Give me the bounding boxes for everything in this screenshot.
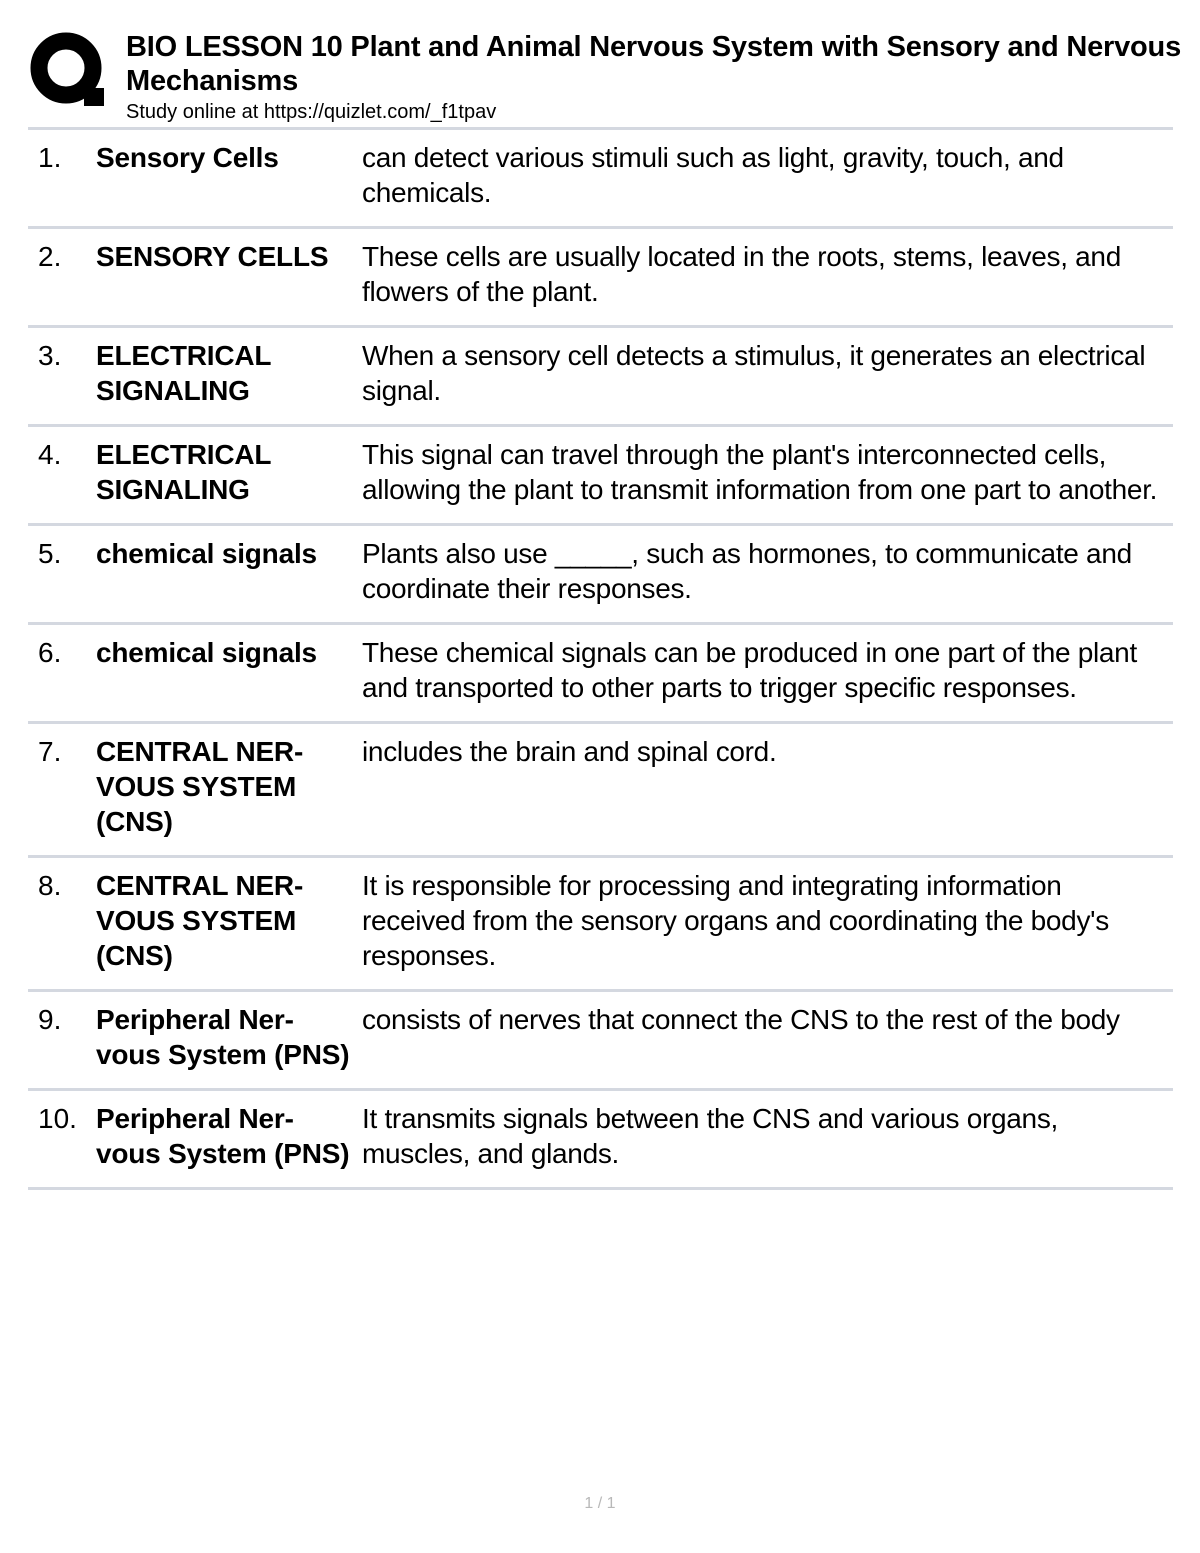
card-definition: It transmits signals between the CNS and various organs, muscles, and glands. <box>362 1103 1058 1169</box>
flashcard-row <box>28 526 1173 625</box>
card-definition: These chemical signals can be produced in one part of the plant and transported to other parts to trigger specific responses. <box>362 637 1137 703</box>
card-number: 9. <box>38 1004 62 1035</box>
card-term: CENTRAL NER-VOUS SYSTEM (CNS) <box>96 870 304 971</box>
flashcard-row <box>28 992 1173 1091</box>
flashcard-row <box>28 625 1173 724</box>
card-number: 1. <box>38 142 62 173</box>
card-definition: Plants also use _____, such as hormones, to communicate and coordinate their responses. <box>362 538 1132 604</box>
quizlet-q-logo-icon <box>30 32 106 112</box>
card-definition: It is responsible for processing and integrating information received from the sensory organs and coordinating the body's responses. <box>362 870 1109 971</box>
card-number: 2. <box>38 241 62 272</box>
flashcard-row <box>28 1091 1173 1190</box>
card-definition: includes the brain and spinal cord. <box>362 736 777 767</box>
flashcard-row <box>28 724 1173 858</box>
flashcard-row <box>28 858 1173 992</box>
card-definition: consists of nerves that connect the CNS to the rest of the body <box>362 1004 1120 1035</box>
document-header <box>30 30 1181 126</box>
card-number: 5. <box>38 538 62 569</box>
card-definition: When a sensory cell detects a stimulus, it generates an electrical signal. <box>362 340 1146 406</box>
flashcard-row <box>28 427 1173 526</box>
flashcard-list <box>28 130 1173 1190</box>
card-term: ELECTRICAL SIGNALING <box>96 340 271 406</box>
card-number: 4. <box>38 439 62 470</box>
card-term: CENTRAL NER-VOUS SYSTEM (CNS) <box>96 736 304 837</box>
document-title: BIO LESSON 10 Plant and Animal Nervous System with Sensory and Nervous Mechanisms <box>126 31 1181 97</box>
card-definition: This signal can travel through the plant's interconnected cells, allowing the plant to transmit information from one part to another. <box>362 439 1158 505</box>
card-term: chemical signals <box>96 538 317 569</box>
card-number: 6. <box>38 637 62 668</box>
card-number: 10. <box>38 1103 77 1134</box>
card-number: 8. <box>38 870 62 901</box>
card-number: 7. <box>38 736 62 767</box>
card-term: ELECTRICAL SIGNALING <box>96 439 271 505</box>
card-definition: can detect various stimuli such as light, gravity, touch, and chemicals. <box>362 142 1064 208</box>
card-term: SENSORY CELLS <box>96 241 329 272</box>
card-term: Sensory Cells <box>96 142 279 173</box>
flashcard-row <box>28 130 1173 229</box>
card-number: 3. <box>38 340 62 371</box>
page-number: 1 / 1 <box>584 1495 616 1512</box>
card-definition: These cells are usually located in the roots, stems, leaves, and flowers of the plant. <box>362 241 1121 307</box>
flashcard-row <box>28 229 1173 328</box>
study-link-text: Study online at https://quizlet.com/_f1tpav <box>126 101 497 123</box>
card-term: chemical signals <box>96 637 317 668</box>
flashcard-row <box>28 328 1173 427</box>
card-term: Peripheral Ner-vous System (PNS) <box>96 1103 350 1169</box>
card-term: Peripheral Ner-vous System (PNS) <box>96 1004 350 1070</box>
